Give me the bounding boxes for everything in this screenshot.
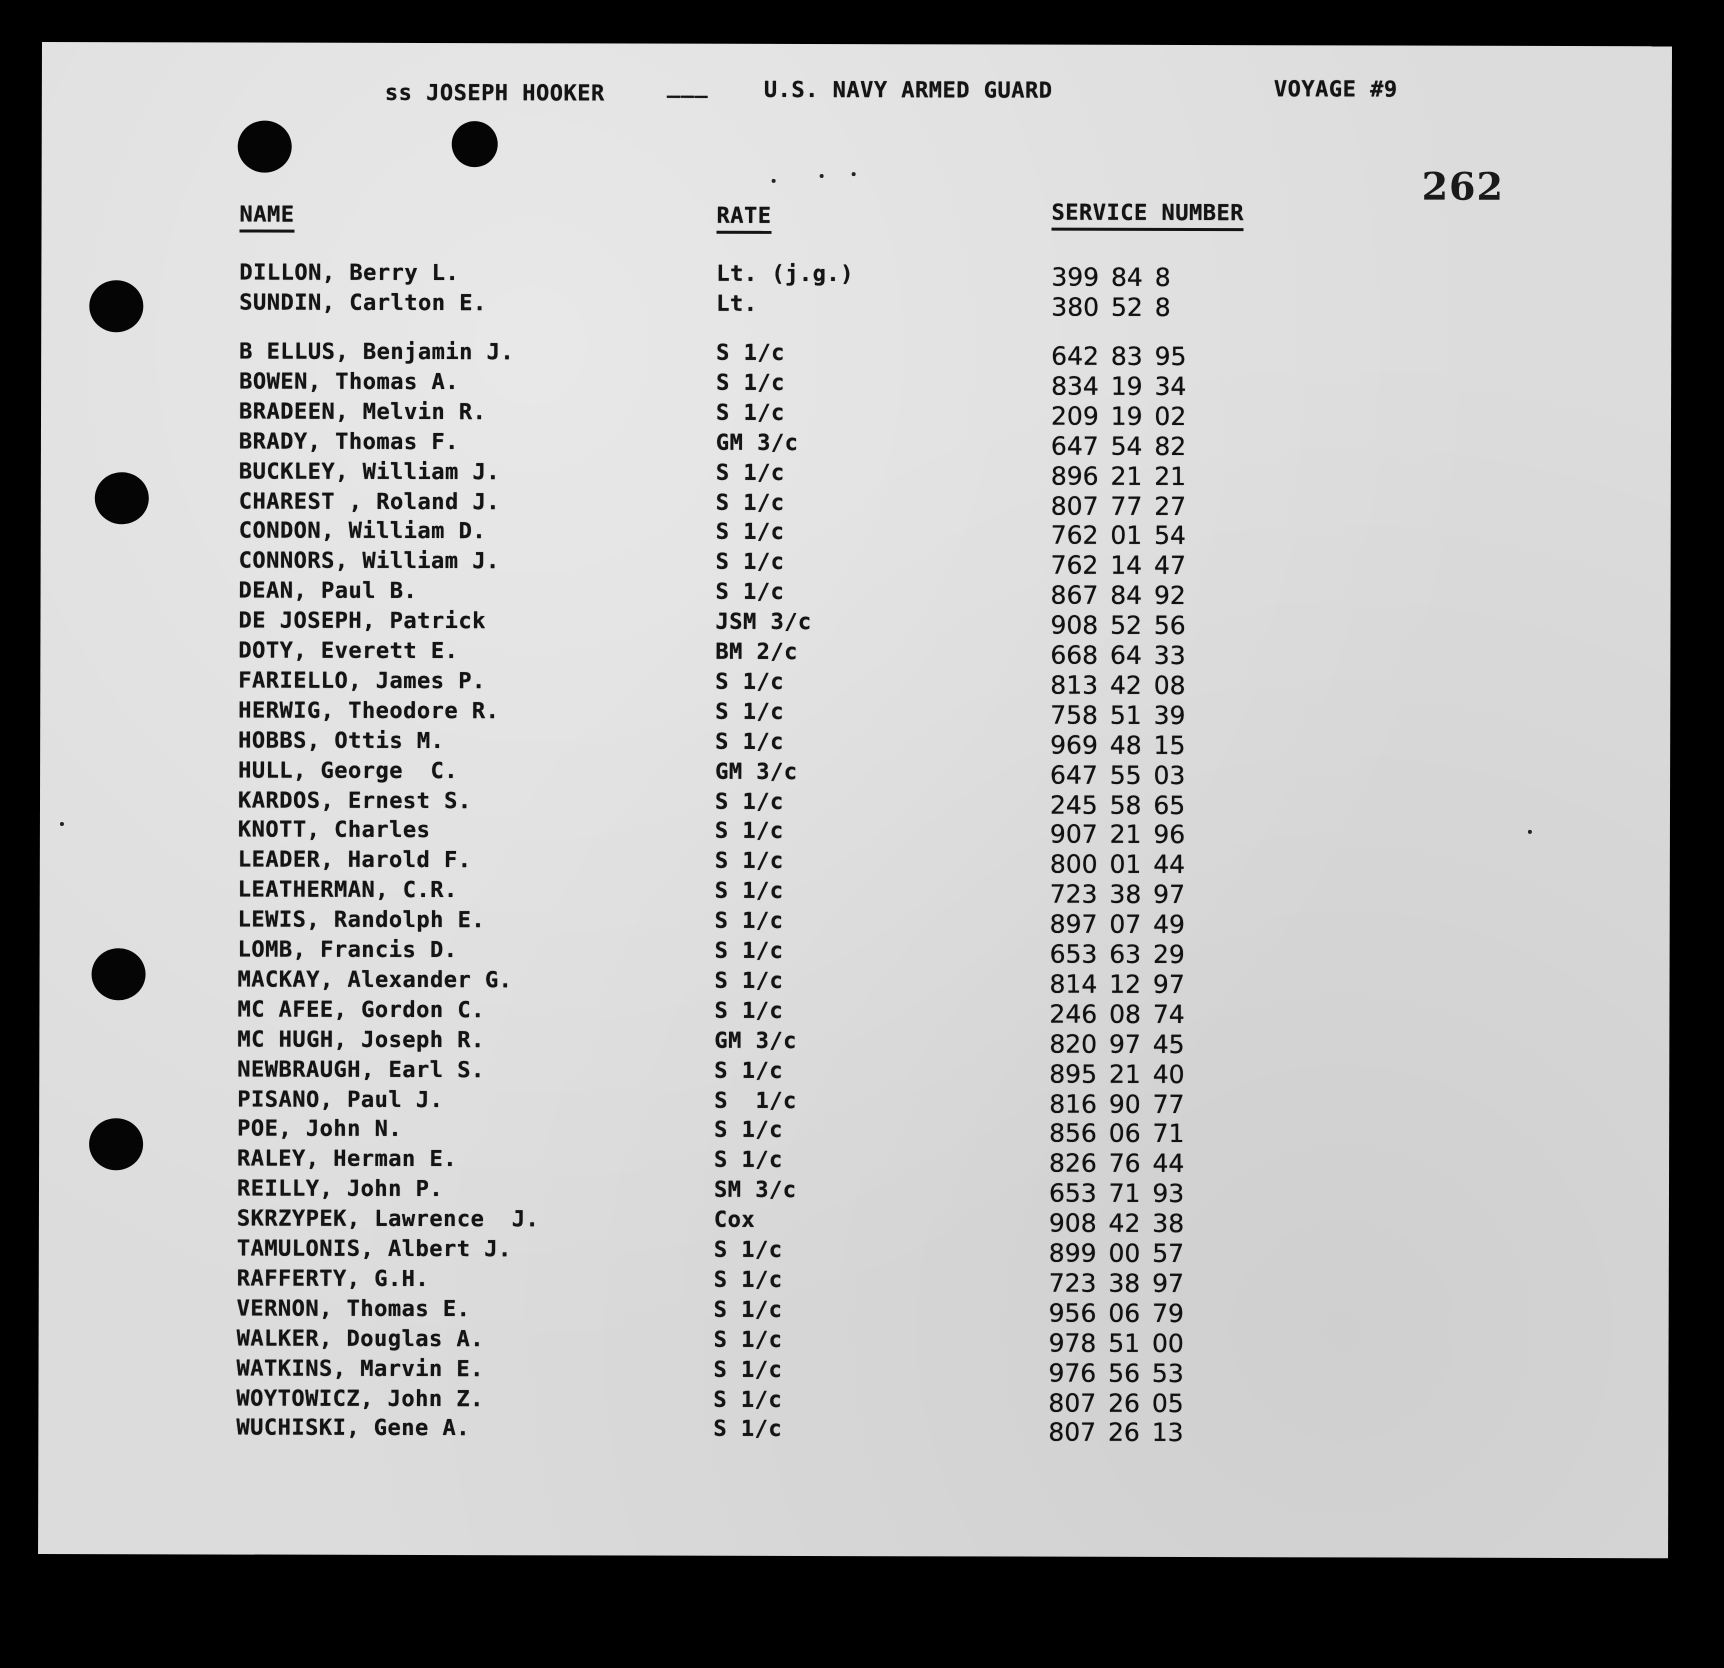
crew-rate: S 1/c xyxy=(715,460,785,486)
table-row xyxy=(41,518,1671,550)
table-row xyxy=(41,399,1671,431)
crew-rate: S 1/c xyxy=(713,1327,783,1353)
crew-name: WALKER, Douglas A. xyxy=(236,1326,485,1352)
crew-rate: S 1/c xyxy=(714,789,784,815)
crew-service-number: 956 06 79 xyxy=(1048,1298,1184,1328)
crew-rate: BM 2/c xyxy=(715,639,798,665)
crew-service-number: 896 21 21 xyxy=(1050,461,1187,491)
table-row xyxy=(39,1086,1669,1118)
crew-rate: S 1/c xyxy=(714,819,784,845)
crew-name: LEADER, Harold F. xyxy=(237,847,472,874)
crew-rate: S 1/c xyxy=(713,1297,783,1323)
crew-name: MACKAY, Alexander G. xyxy=(237,967,513,994)
table-row xyxy=(41,548,1671,580)
crew-name: CONDON, William D. xyxy=(238,518,487,545)
crew-service-number: 653 71 93 xyxy=(1048,1178,1185,1209)
table-row xyxy=(39,1236,1669,1268)
crew-name: HERWIG, Theodore R. xyxy=(238,698,500,724)
crew-service-number: 246 08 74 xyxy=(1049,999,1185,1029)
crew-name: HOBBS, Ottis M. xyxy=(238,728,445,754)
crew-rate: S 1/c xyxy=(714,878,784,905)
crew-service-number: 209 19 02 xyxy=(1050,401,1187,431)
table-row xyxy=(38,1356,1668,1388)
crew-name: KARDOS, Ernest S. xyxy=(237,788,472,814)
crew-rate: S 1/c xyxy=(713,1237,783,1263)
crew-rate: S 1/c xyxy=(715,400,785,426)
table-row xyxy=(40,937,1670,969)
crew-name: TAMULONIS, Albert J. xyxy=(236,1236,512,1263)
paper-sheet xyxy=(38,42,1672,1558)
crew-name: BUCKLEY, William J. xyxy=(238,459,501,485)
table-row xyxy=(40,967,1670,999)
table-row xyxy=(39,1057,1669,1089)
header-ship-name: ss JOSEPH HOOKER xyxy=(384,80,605,107)
crew-service-number: 723 38 97 xyxy=(1049,879,1186,910)
table-row xyxy=(41,339,1671,371)
table-row xyxy=(40,758,1670,790)
header-separator: ___ xyxy=(666,73,709,99)
crew-name: HULL, George C. xyxy=(238,758,459,784)
crew-service-number: 807 26 05 xyxy=(1048,1388,1184,1418)
crew-rate: S 1/c xyxy=(714,849,784,875)
punch-hole-top-center xyxy=(452,121,498,167)
crew-service-number: 762 01 54 xyxy=(1050,521,1186,551)
crew-name: LEATHERMAN, C.R. xyxy=(237,877,458,904)
speck xyxy=(772,179,776,183)
crew-service-number: 668 64 33 xyxy=(1050,640,1186,670)
crew-rate: S 1/c xyxy=(715,550,785,576)
table-row xyxy=(39,1206,1669,1238)
crew-rate: S 1/c xyxy=(716,370,785,396)
table-row xyxy=(39,1176,1669,1208)
crew-service-number: 820 97 45 xyxy=(1049,1029,1185,1059)
table-row xyxy=(40,698,1670,730)
crew-service-number: 647 55 03 xyxy=(1050,760,1186,790)
crew-service-number: 800 01 44 xyxy=(1049,849,1186,880)
crew-rate: S 1/c xyxy=(715,579,785,606)
table-row xyxy=(39,1266,1669,1298)
table-row xyxy=(40,877,1670,909)
crew-service-number: 899 00 57 xyxy=(1048,1238,1185,1268)
crew-service-number: 976 56 53 xyxy=(1048,1358,1184,1388)
crew-service-number: 834 19 34 xyxy=(1051,371,1187,401)
crew-service-number: 807 26 13 xyxy=(1048,1418,1184,1448)
table-row xyxy=(40,728,1670,760)
crew-rate: S 1/c xyxy=(714,1148,783,1174)
crew-service-number: 245 58 65 xyxy=(1049,790,1186,820)
crew-rate: GM 3/c xyxy=(715,759,798,785)
crew-name: MC HUGH, Joseph R. xyxy=(237,1027,485,1053)
crew-name: SUNDIN, Carlton E. xyxy=(239,290,487,317)
table-row xyxy=(40,787,1670,819)
column-header-rate: RATE xyxy=(717,204,772,234)
crew-rate: S 1/c xyxy=(715,729,784,755)
crew-service-number: 813 42 08 xyxy=(1050,670,1186,700)
crew-service-number: 653 63 29 xyxy=(1049,939,1185,969)
crew-name: WOYTOWICZ, John Z. xyxy=(236,1386,484,1412)
crew-name: NEWBRAUGH, Earl S. xyxy=(237,1057,485,1083)
crew-service-number: 856 06 71 xyxy=(1049,1119,1185,1149)
crew-service-number: 642 83 95 xyxy=(1051,341,1187,371)
crew-rate: Cox xyxy=(713,1207,756,1233)
table-row xyxy=(41,429,1671,461)
column-header-name: NAME xyxy=(240,203,295,233)
table-row xyxy=(39,1116,1669,1148)
crew-service-number: 807 77 27 xyxy=(1050,491,1187,521)
crew-rate: Lt. xyxy=(716,291,758,317)
table-row xyxy=(39,1027,1669,1059)
crew-name: BOWEN, Thomas A. xyxy=(239,369,460,395)
table-row xyxy=(41,260,1671,292)
column-header-service-number: SERVICE NUMBER xyxy=(1052,201,1245,232)
speck xyxy=(820,174,824,178)
crew-rate: GM 3/c xyxy=(714,1028,797,1054)
crew-rate: S 1/c xyxy=(713,1387,783,1413)
table-row xyxy=(41,290,1671,322)
crew-rate: S 1/c xyxy=(716,340,785,366)
table-row xyxy=(41,488,1671,520)
crew-service-number: 895 21 40 xyxy=(1049,1059,1185,1089)
crew-rate: S 1/c xyxy=(715,669,785,695)
crew-name: WUCHISKI, Gene A. xyxy=(236,1415,471,1442)
header-voyage: VOYAGE #9 xyxy=(1273,77,1398,103)
crew-service-number: 723 38 97 xyxy=(1048,1268,1185,1298)
table-row xyxy=(41,578,1671,610)
crew-rate: S 1/c xyxy=(715,490,785,516)
crew-service-number: 647 54 82 xyxy=(1050,431,1187,461)
crew-rate: S 1/c xyxy=(713,1357,783,1383)
crew-service-number: 867 84 92 xyxy=(1050,580,1186,611)
crew-name: REILLY, John P. xyxy=(236,1176,444,1203)
crew-service-number: 969 48 15 xyxy=(1050,730,1186,760)
crew-name: RALEY, Herman E. xyxy=(237,1146,458,1173)
crew-service-number: 908 42 38 xyxy=(1048,1208,1185,1239)
crew-name: BRADY, Thomas F. xyxy=(238,429,459,455)
crew-name: B ELLUS, Benjamin J. xyxy=(239,339,515,366)
crew-rate: JSM 3/c xyxy=(715,609,812,636)
crew-service-number: 826 76 44 xyxy=(1049,1148,1185,1179)
crew-name: PISANO, Paul J. xyxy=(237,1087,444,1113)
table-row xyxy=(41,459,1671,491)
table-row xyxy=(40,668,1670,700)
table-row xyxy=(39,1296,1669,1328)
header-unit: U.S. NAVY ARMED GUARD xyxy=(763,77,1053,104)
table-row xyxy=(40,608,1670,640)
crew-name: WATKINS, Marvin E. xyxy=(236,1356,484,1382)
table-row xyxy=(38,1415,1668,1447)
crew-name: SKRZYPEK, Lawrence J. xyxy=(236,1206,540,1233)
crew-name: LOMB, Francis D. xyxy=(237,937,458,964)
crew-name: LEWIS, Randolph E. xyxy=(237,907,486,934)
table-row xyxy=(39,997,1669,1029)
speck xyxy=(852,172,856,176)
crew-service-number: 762 14 47 xyxy=(1050,550,1186,581)
crew-name: VERNON, Thomas E. xyxy=(236,1296,471,1322)
crew-service-number: 814 12 97 xyxy=(1049,969,1185,999)
table-row xyxy=(38,1385,1668,1417)
crew-rate: S 1/c xyxy=(714,968,784,994)
crew-service-number: 897 07 49 xyxy=(1049,909,1185,940)
crew-rate: GM 3/c xyxy=(715,430,799,456)
table-row xyxy=(39,1146,1669,1178)
crew-name: DILLON, Berry L. xyxy=(239,260,460,287)
table-row xyxy=(40,638,1670,670)
punch-hole-top-left xyxy=(238,121,292,173)
crew-name: CONNORS, William J. xyxy=(238,548,500,575)
crew-rate: S 1/c xyxy=(713,1267,783,1293)
crew-service-number: 907 21 96 xyxy=(1049,820,1186,850)
crew-rate: S 1/c xyxy=(714,998,784,1024)
crew-name: DOTY, Everett E. xyxy=(238,638,459,665)
crew-rate: S 1/c xyxy=(713,1417,783,1443)
crew-name: BRADEEN, Melvin R. xyxy=(238,399,487,425)
crew-rate: S 1/c xyxy=(715,699,785,725)
crew-service-number: 399 84 8 xyxy=(1051,262,1171,292)
crew-rate: S 1/c xyxy=(714,908,784,935)
crew-rate: Lt. (j.g.) xyxy=(716,261,854,288)
page-number: 262 xyxy=(1421,163,1505,209)
crew-name: POE, John N. xyxy=(237,1116,403,1143)
crew-service-number: 380 52 8 xyxy=(1051,292,1171,322)
crew-rate: S 1/c xyxy=(715,520,785,546)
crew-name: KNOTT, Charles xyxy=(237,817,431,844)
crew-name: FARIELLO, James P. xyxy=(238,668,486,695)
table-row xyxy=(40,907,1670,939)
table-row xyxy=(41,369,1671,401)
crew-name: CHAREST , Roland J. xyxy=(238,489,501,515)
crew-name: MC AFEE, Gordon C. xyxy=(237,997,485,1023)
crew-rate: SM 3/c xyxy=(713,1177,797,1204)
table-row xyxy=(40,817,1670,849)
crew-service-number: 908 52 56 xyxy=(1050,610,1186,641)
crew-rate: S 1/c xyxy=(714,1118,783,1144)
crew-name: RAFFERTY, G.H. xyxy=(236,1266,430,1292)
crew-name: DE JOSEPH, Patrick xyxy=(238,608,486,635)
crew-service-number: 816 90 77 xyxy=(1049,1089,1185,1119)
crew-rate: S 1/c xyxy=(714,938,784,964)
table-row xyxy=(40,847,1670,879)
table-row xyxy=(39,1326,1669,1358)
crew-service-number: 758 51 39 xyxy=(1050,700,1186,730)
crew-rate: S 1/c xyxy=(714,1058,784,1084)
crew-service-number: 978 51 00 xyxy=(1048,1328,1184,1358)
crew-rate: S 1/c xyxy=(714,1088,797,1114)
crew-name: DEAN, Paul B. xyxy=(238,578,418,605)
